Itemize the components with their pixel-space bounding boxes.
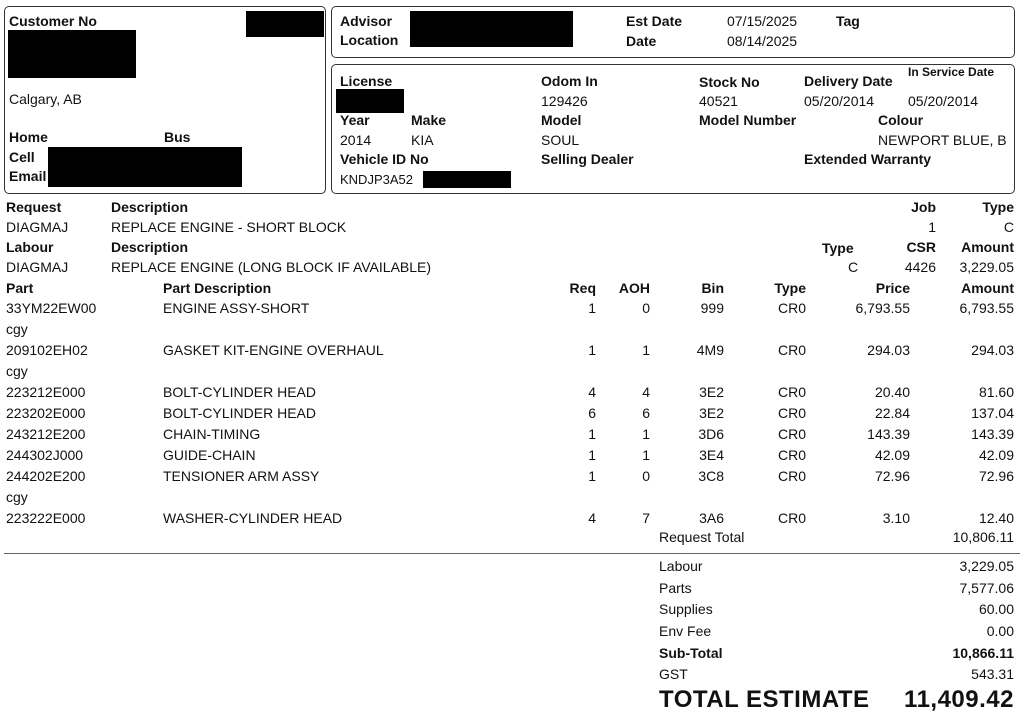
date-value: 08/14/2025 <box>727 33 798 49</box>
customer-no-label: Customer No <box>9 13 97 29</box>
request-header: Request <box>6 199 62 215</box>
part-description-header: Part Description <box>163 280 272 296</box>
part-location-note: cgy <box>6 489 28 505</box>
part-number: 223222E000 <box>6 510 86 526</box>
stock-no-value: 40521 <box>699 93 738 109</box>
request-type: C <box>1003 219 1014 235</box>
part-amount: 72.96 <box>978 468 1014 484</box>
part-type: CR0 <box>777 447 806 463</box>
date-label: Date <box>626 33 657 49</box>
part-amount: 12.40 <box>978 510 1014 526</box>
redacted-license <box>336 89 404 113</box>
part-price: 20.40 <box>874 384 910 400</box>
model-number-label: Model Number <box>699 112 797 128</box>
part-number: 223212E000 <box>6 384 86 400</box>
part-type: CR0 <box>777 384 806 400</box>
part-type-header: Type <box>774 280 806 296</box>
part-description: WASHER-CYLINDER HEAD <box>163 510 343 526</box>
delivery-date-label: Delivery Date <box>804 73 893 89</box>
part-price: 294.03 <box>867 342 910 358</box>
in-service-date-value: 05/20/2014 <box>908 93 979 109</box>
part-amount: 6,793.55 <box>959 300 1014 316</box>
part-bin: 999 <box>700 300 724 316</box>
cell-phone-label: Cell <box>9 149 35 165</box>
total-estimate-value: 11,409.42 <box>904 686 1014 713</box>
part-aoh: 1 <box>642 447 650 463</box>
labour-type: C <box>848 259 859 275</box>
part-price: 143.39 <box>867 426 910 442</box>
part-type: CR0 <box>777 405 806 421</box>
part-bin: 4M9 <box>696 342 724 358</box>
part-aoh: 7 <box>642 510 650 526</box>
part-description: TENSIONER ARM ASSY <box>163 468 320 484</box>
part-amount: 294.03 <box>971 342 1014 358</box>
bin-header: Bin <box>701 280 724 296</box>
part-amount: 81.60 <box>978 384 1014 400</box>
part-bin: 3D6 <box>698 426 724 442</box>
subtotal-value: 10,866.11 <box>952 645 1014 661</box>
part-aoh: 6 <box>642 405 650 421</box>
odom-in-label: Odom In <box>541 73 598 89</box>
subtotal-label: Sub-Total <box>659 645 723 661</box>
part-bin: 3E4 <box>699 447 724 463</box>
parts-total-value: 7,577.06 <box>959 580 1014 596</box>
year-label: Year <box>340 112 370 128</box>
part-amount-header: Amount <box>961 280 1014 296</box>
labour-csr: 4426 <box>904 259 936 275</box>
gst-label: GST <box>659 666 688 682</box>
license-label: License <box>340 73 393 89</box>
part-description: BOLT-CYLINDER HEAD <box>163 384 316 400</box>
location-label: Location <box>340 32 399 48</box>
request-job: 1 <box>928 219 936 235</box>
part-number: 33YM22EW00 <box>6 300 97 316</box>
vin-label: Vehicle ID No <box>340 151 429 167</box>
part-price: 22.84 <box>874 405 910 421</box>
part-req: 4 <box>588 510 596 526</box>
part-type: CR0 <box>777 342 806 358</box>
redacted-advisor <box>410 11 573 47</box>
part-price: 6,793.55 <box>855 300 910 316</box>
extended-warranty-label: Extended Warranty <box>804 151 932 167</box>
part-bin: 3E2 <box>699 384 724 400</box>
labour-description: REPLACE ENGINE (LONG BLOCK IF AVAILABLE) <box>111 259 432 275</box>
model-label: Model <box>541 112 582 128</box>
part-number: 244202E200 <box>6 468 86 484</box>
part-type: CR0 <box>777 300 806 316</box>
part-amount: 137.04 <box>971 405 1014 421</box>
part-price: 42.09 <box>874 447 910 463</box>
request-code: DIAGMAJ <box>6 219 69 235</box>
price-header: Price <box>875 280 910 296</box>
part-header: Part <box>6 280 34 296</box>
parts-total-label: Parts <box>659 580 692 596</box>
labour-code: DIAGMAJ <box>6 259 69 275</box>
selling-dealer-label: Selling Dealer <box>541 151 634 167</box>
labour-description-header: Description <box>111 239 189 255</box>
part-bin: 3E2 <box>699 405 724 421</box>
request-description: REPLACE ENGINE - SHORT BLOCK <box>111 219 347 235</box>
labour-header: Labour <box>6 239 54 255</box>
labour-total-label: Labour <box>659 558 703 574</box>
part-req: 1 <box>588 300 596 316</box>
request-description-header: Description <box>111 199 189 215</box>
part-location-note: cgy <box>6 363 28 379</box>
year-value: 2014 <box>340 132 372 148</box>
bus-phone-label: Bus <box>164 129 191 145</box>
req-header: Req <box>569 280 596 296</box>
redacted-customer-name <box>8 30 136 78</box>
tag-label: Tag <box>836 13 860 29</box>
part-aoh: 0 <box>642 300 650 316</box>
part-number: 209102EH02 <box>6 342 88 358</box>
make-label: Make <box>411 112 447 128</box>
odom-in-value: 129426 <box>541 93 588 109</box>
stock-no-label: Stock No <box>699 74 760 90</box>
labour-type-header: Type <box>822 240 854 256</box>
part-aoh: 1 <box>642 426 650 442</box>
model-value: SOUL <box>541 132 580 148</box>
part-location-note: cgy <box>6 321 28 337</box>
job-header: Job <box>911 199 936 215</box>
part-aoh: 4 <box>642 384 650 400</box>
labour-amount: 3,229.05 <box>959 259 1014 275</box>
part-bin: 3A6 <box>699 510 724 526</box>
part-price: 3.10 <box>882 510 910 526</box>
part-number: 244302J000 <box>6 447 84 463</box>
part-type: CR0 <box>777 426 806 442</box>
request-total-value: 10,806.11 <box>952 529 1014 545</box>
part-req: 1 <box>588 426 596 442</box>
part-amount: 143.39 <box>971 426 1014 442</box>
home-phone-label: Home <box>9 129 48 145</box>
colour-label: Colour <box>878 112 924 128</box>
total-estimate-label: TOTAL ESTIMATE <box>659 686 870 713</box>
part-price: 72.96 <box>874 468 910 484</box>
vin-value: KNDJP3A52 <box>340 172 413 187</box>
part-req: 1 <box>588 342 596 358</box>
part-bin: 3C8 <box>698 468 724 484</box>
email-label: Email <box>9 168 47 184</box>
est-date-label: Est Date <box>626 13 683 29</box>
env-fee-label: Env Fee <box>659 623 712 639</box>
est-date-value: 07/15/2025 <box>727 13 798 29</box>
part-description: ENGINE ASSY-SHORT <box>163 300 310 316</box>
part-amount: 42.09 <box>978 447 1014 463</box>
gst-value: 543.31 <box>971 666 1014 682</box>
part-number: 223202E000 <box>6 405 86 421</box>
advisor-label: Advisor <box>340 13 393 29</box>
colour-value: NEWPORT BLUE, B <box>878 132 1007 148</box>
aoh-header: AOH <box>618 280 650 296</box>
delivery-date-value: 05/20/2014 <box>804 93 875 109</box>
part-type: CR0 <box>777 510 806 526</box>
part-description: GUIDE-CHAIN <box>163 447 256 463</box>
part-number: 243212E200 <box>6 426 86 442</box>
request-type-header: Type <box>982 199 1014 215</box>
env-fee-value: 0.00 <box>986 623 1014 639</box>
part-req: 4 <box>588 384 596 400</box>
in-service-date-label: In Service Date <box>908 65 995 79</box>
csr-header: CSR <box>906 239 936 255</box>
part-description: GASKET KIT-ENGINE OVERHAUL <box>163 342 384 358</box>
customer-city: Calgary, AB <box>9 91 82 107</box>
part-req: 6 <box>588 405 596 421</box>
part-aoh: 0 <box>642 468 650 484</box>
part-description: BOLT-CYLINDER HEAD <box>163 405 316 421</box>
part-req: 1 <box>588 447 596 463</box>
redacted-contact <box>48 147 242 187</box>
part-description: CHAIN-TIMING <box>163 426 261 442</box>
part-type: CR0 <box>777 468 806 484</box>
supplies-value: 60.00 <box>978 601 1014 617</box>
part-aoh: 1 <box>642 342 650 358</box>
divider <box>4 553 1020 554</box>
request-total-label: Request Total <box>659 529 745 545</box>
redacted-customer-no <box>246 11 324 37</box>
part-req: 1 <box>588 468 596 484</box>
labour-total-value: 3,229.05 <box>959 558 1014 574</box>
make-value: KIA <box>411 132 434 148</box>
supplies-label: Supplies <box>659 601 713 617</box>
labour-amount-header: Amount <box>961 239 1014 255</box>
redacted-vin-tail <box>423 171 511 188</box>
